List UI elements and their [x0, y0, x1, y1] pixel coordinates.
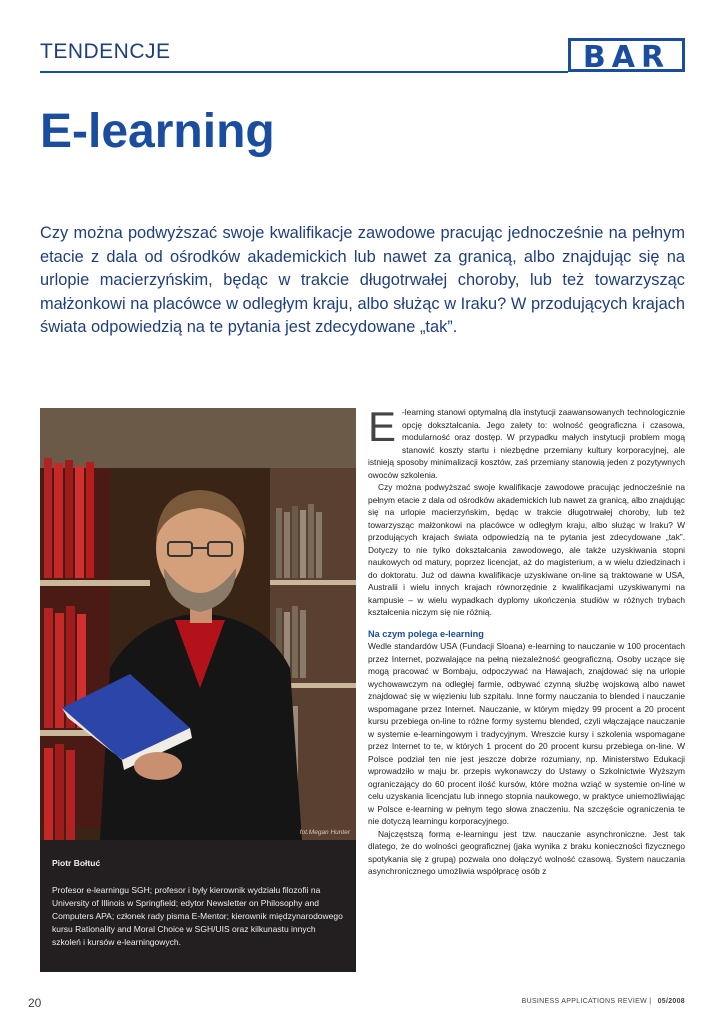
bar-logo: BAR [568, 38, 685, 72]
paragraph-3: Wedle standardów USA (Fundacji Sloana) e-learning to nauczanie w 100 procentach przez Internet, pozwalające na pełną niezależność geograficzną. Osoby uczące się mogą pracować w Bombaju, odpoczywać na Hawajach, znajdować się na urlopie wychowawczym na odległej farmie, odbywać czynną służbę wojskową albo nawet znajdować się w więzieniu lub szpitalu. Inne formy nauczania to blended i nauczanie wspomagane przez Internet. Nauczanie, w którym między 99 procent a 20 procent kursu przebiega on-line to różne formy systemu blended, czyli włączające nauczanie w systemie e-learningowym i tradycyjnym. Wreszcie kursy i szkolenia wspomagane przez Internet to te, w których 1 procent do 20 procent kursu przebiega on-line. W Polsce podział ten nie jest jeszcze dobrze rozumiany, np. Ministerstwo Edukacji wprowadziło w maju br. przepis wykonawczy do Ustawy o Szkolnictwie Wyższym ograniczający do 60 procent ilość kursów, które można wziąć w systemie on-line w celu uzyskania licencjatu lub innego stopnia naukowego, w praktyce uniemożliwiając w Polsce e-learning w pełnym tego słowa znaczeniu. Na szczęście ograniczenia te nie dotyczą learningu korporacyjnego. [368, 641, 685, 826]
photo-credit: fot.Megan Hunter [299, 829, 350, 836]
article-lead: Czy można podwyższać swoje kwalifikacje zawodowe pracując jednocześnie na pełnym etacie z dala od ośrodków akademickich lub nawet za granicą, albo znajdując się na urlopie macierzyńskim, będąc w trakcie długotrwałej choroby, lub też towarzysząc małżonkowi na placówce w odległym kraju, albo służąc w Iraku? W przodujących krajach świata odpowiedzią na te pytania jest zdecydowane „tak”. [40, 224, 685, 336]
header-rule [40, 71, 568, 73]
section-label: TENDENCJE [40, 40, 171, 63]
paragraph-2: Czy można podwyższać swoje kwalifikacje zawodowe pracując jednocześnie na pełnym etacie z dala od ośrodków akademickich lub nawet za granicą, albo znajdując się na urlopie macierzyńskim, będąc w trakcie długotrwałej choroby, lub też towarzysząc małżonkowi na placówce w odległym kraju, albo służąc w Iraku? W przodujących krajach świata odpowiedzią na te pytania jest zdecydowane „tak”. Dotyczy to nie tylko dokształcania zawodowego, ale także uzyskiwania stopni naukowych od matury, poprzez licencjat, aż do magisterium, a w wielu dziedzinach i do doktoratu. Już od dawna kwalifikacje uzyskiwane on-line są traktowane w USA, Australii i wielu innych krajach równorzędnie z kwalifikacjami uzyskiwanymi na kampusie – w wielu wypadkach dyplomy ukończenia studiów w różnych trybach kształcenia niczym się nie różnią. [368, 482, 685, 617]
author-bio: Profesor e-learningu SGH; profesor i były kierownik wydziału filozofii na University of Illinois w Springfield; edytor Newsletter on Philosophy and Computers APA; członek rady pisma E-Mentor; kierownik międzynarodowego kursu Rationality and Moral Choice w SGH/UIS oraz kilkunastu innych szkoleń i kursów e-learningowych. [52, 885, 343, 947]
paragraph-4: Najczęstszą formą e-learningu jest tzw. nauczanie asynchroniczne. Jest tak dlatego, że do wolności geograficznej (jaka wynika z braku konieczności fizycznego spotykania się z grupą) pozwala ono dołączyć wolność czasową. System nauczania asynchronicznego umożliwia współpracę osób z [368, 828, 685, 876]
publication-name: BUSINESS APPLICATIONS REVIEW [521, 998, 647, 1005]
portrait-photo [40, 408, 356, 840]
paragraph-1 [368, 403, 685, 481]
article-title: E-learning [40, 105, 275, 158]
paragraph-1-text: -learning stanowi optymalną dla instytucji zaawansowanych technologicznie opcję dokształcania. Jego zalety to: wolność geograficzna i czasowa, modularność oraz dostęp. W przypadku małych instytucji problem mogą stanowić koszty startu i niezbędne przemiany kultury korporacyjnej, ale istnieją sposoby minimalizacji kosztów, zaś przemiany stanowią jeden z pozytywnych owoców szkolenia. [368, 407, 685, 480]
subheading: Na czym polega e-learning [368, 628, 484, 639]
page-number: 20 [28, 996, 42, 1010]
author-name: Piotr Bołtuć [52, 858, 101, 868]
issue-number: 05/2008 [657, 998, 685, 1005]
portrait-illustration [40, 408, 356, 840]
article-body [368, 403, 685, 878]
footer-publication: BUSINESS APPLICATIONS REVIEW | 05/2008 [521, 998, 685, 1005]
author-caption [40, 840, 356, 972]
drop-cap: E [368, 403, 397, 450]
